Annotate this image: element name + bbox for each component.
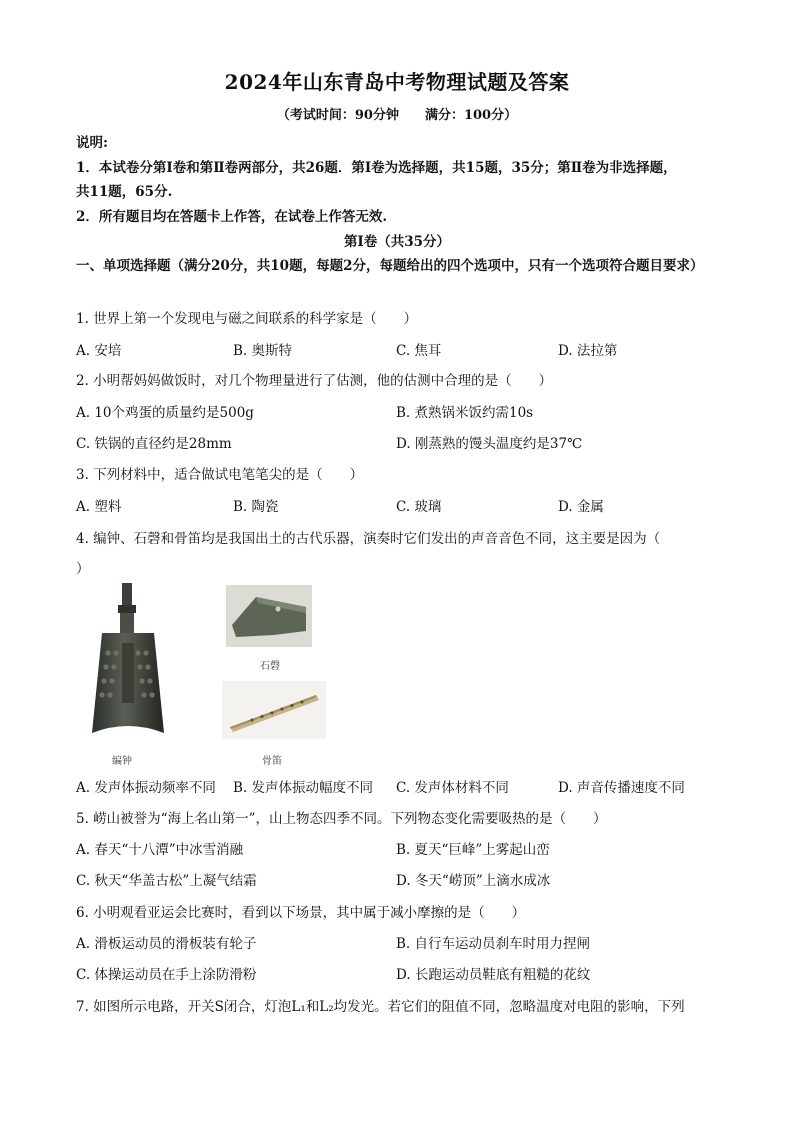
part1-title: 第Ⅰ卷（共35分）	[343, 234, 451, 250]
question-1-stem: 1. 世界上第一个发现电与磁之间联系的科学家是（ ）	[76, 311, 418, 327]
q6-option-b: B. 自行车运动员刹车时用力捏闸	[396, 936, 591, 952]
q5-option-b: B. 夏天“巨峰”上雾起山峦	[396, 842, 550, 858]
question-4-stem: 4. 编钟、石磬和骨笛均是我国出土的古代乐器，演奏时它们发出的声音音色不同，这主要是因为（	[76, 531, 661, 547]
q5-option-a: A. 春天“十八潭”中冰雪消融	[76, 842, 244, 858]
q2-option-a: A. 10个鸡蛋的质量约是500g	[76, 405, 254, 421]
q4-option-a: A. 发声体振动频率不同	[76, 780, 216, 796]
q1-option-d: D. 法拉第	[558, 343, 618, 359]
q1-option-b: B. 奥斯特	[233, 343, 293, 359]
question-2-stem: 2. 小明帮妈妈做饭时，对几个物理量进行了估测，他的估测中合理的是（ ）	[76, 373, 553, 389]
page-title: 2024年山东青岛中考物理试题及答案	[224, 70, 570, 94]
bianzhong-bell-image	[80, 583, 176, 738]
question-7-stem: 7. 如图所示电路，开关S闭合，灯泡L₁和L₂均发光。若它们的阻值不同，忽略温度对电阻的影响，下列	[76, 999, 685, 1015]
q3-option-b: B. 陶瓷	[233, 499, 279, 515]
gudi-bone-flute-image	[222, 681, 326, 739]
q3-option-a: A. 塑料	[76, 499, 122, 515]
q5-option-d: D. 冬天“崂顶”上滴水成冰	[396, 873, 551, 889]
q4-option-c: C. 发声体材料不同	[396, 780, 509, 796]
section1-title: 一、单项选择题（满分20分，共10题，每题2分，每题给出的四个选项中，只有一个选项符合题目要求）	[76, 258, 704, 274]
notes-heading: 说明:	[76, 135, 108, 151]
caption-shiqing: 石磬	[260, 661, 280, 672]
caption-gudi: 骨笛	[262, 756, 282, 767]
caption-bianzhong: 编钟	[112, 756, 132, 767]
question-5-stem: 5. 崂山被誉为“海上名山第一”，山上物态四季不同。下列物态变化需要吸热的是（ ）	[76, 811, 607, 827]
q6-option-a: A. 滑板运动员的滑板装有轮子	[76, 936, 257, 952]
q3-option-d: D. 金属	[558, 499, 604, 515]
exam-subtitle: （考试时间：90分钟 满分：100分）	[276, 108, 518, 123]
q5-option-c: C. 秋天“华盖古松”上凝气结霜	[76, 873, 257, 889]
q3-option-c: C. 玻璃	[396, 499, 442, 515]
q2-option-c: C. 铁锅的直径约是28mm	[76, 436, 232, 452]
q2-option-b: B. 煮熟锅米饭约需10s	[396, 405, 534, 421]
notes-line-1a: 1．本试卷分第Ⅰ卷和第Ⅱ卷两部分，共26题．第Ⅰ卷为选择题，共15题，35分；第Ⅱ卷为非选择题，	[76, 160, 677, 176]
q1-option-c: C. 焦耳	[396, 343, 442, 359]
q4-option-b: B. 发声体振动幅度不同	[233, 780, 374, 796]
q6-option-c: C. 体操运动员在手上涂防滑粉	[76, 967, 257, 983]
q2-option-d: D. 刚蒸熟的馒头温度约是37℃	[396, 436, 583, 452]
question-4-stem-end: ）	[76, 561, 90, 577]
q6-option-d: D. 长跑运动员鞋底有粗糙的花纹	[396, 967, 591, 983]
notes-line-2: 2．所有题目均在答题卡上作答，在试卷上作答无效.	[76, 209, 388, 225]
q1-option-a: A. 安培	[76, 343, 122, 359]
notes-line-1b: 共11题，65分.	[76, 184, 173, 200]
q4-option-d: D. 声音传播速度不同	[558, 780, 685, 796]
question-6-stem: 6. 小明观看亚运会比赛时，看到以下场景，其中属于减小摩擦的是（ ）	[76, 905, 526, 921]
question-3-stem: 3. 下列材料中，适合做试电笔笔尖的是（ ）	[76, 467, 364, 483]
shiqing-stone-chime-image	[226, 585, 312, 647]
